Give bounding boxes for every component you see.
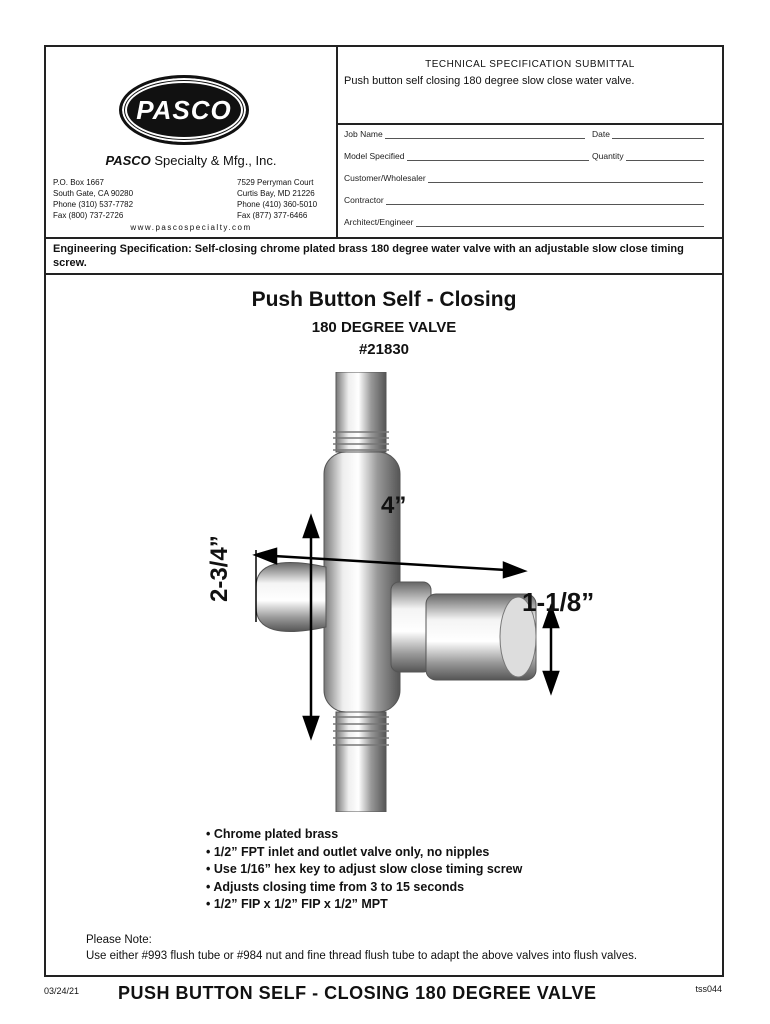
list-item: • 1/2” FIP x 1/2” FIP x 1/2” MPT (206, 897, 388, 911)
product-number: #21830 (358, 341, 410, 358)
architect-field[interactable]: Architect/Engineer (344, 217, 704, 227)
contractor-field[interactable]: Contractor (344, 195, 704, 205)
submittal-block (338, 47, 722, 237)
address-west: P.O. Box 1667 South Gate, CA 90280 Phone (310) 537-7782 Fax (800) 737-2726 (53, 178, 134, 220)
logo-text: PASCO (136, 94, 232, 125)
submittal-description: Push button self closing 180 degree slow close water valve. (344, 75, 635, 87)
customer-field[interactable]: Customer/Wholesaler (344, 173, 703, 183)
header-section (46, 47, 722, 237)
note-text: Use either #993 flush tube or #984 nut and fine thread flush tube to adapt the above valves into flush valves. (86, 950, 638, 962)
note-heading: Please Note: (86, 934, 152, 946)
dimension-button: 1-1/8” (522, 587, 595, 617)
please-note (86, 932, 637, 964)
spec-sheet (44, 45, 724, 977)
product-subtitle: 180 DEGREE VALVE (311, 319, 457, 336)
footer-title: PUSH BUTTON SELF - CLOSING 180 DEGREE VALVE (118, 983, 597, 1003)
date-field[interactable]: Date (592, 129, 704, 139)
submittal-title: TECHNICAL SPECIFICATION SUBMITTAL (425, 59, 635, 70)
footer (44, 980, 724, 1020)
company-name: PASCO Specialty & Mfg., Inc. (105, 153, 277, 168)
engineering-specification: Engineering Specification: Self-closing chrome plated brass 180 degree water valve with an adjustable slow close timing screw. (46, 237, 722, 275)
footer-code: tss044 (695, 984, 722, 994)
pasco-logo (119, 75, 249, 145)
submittal-header (338, 47, 722, 125)
feature-list (206, 826, 522, 914)
product-title: Push Button Self - Closing (251, 288, 517, 311)
footer-date: 03/24/21 (44, 986, 80, 996)
quantity-field[interactable]: Quantity (592, 151, 704, 161)
list-item: • Use 1/16” hex key to adjust slow close timing screw (206, 862, 523, 876)
dimension-height: 2-3/4” (206, 535, 233, 602)
list-item: • Adjusts closing time from 3 to 15 seconds (206, 879, 465, 894)
model-specified-field[interactable]: Model Specified (344, 151, 589, 161)
website: www.pascospecialty.com (130, 223, 252, 232)
address-east: 7529 Perryman Court Curtis Bay, MD 21226 Phone (410) 360-5010 Fax (877) 377-6466 (237, 178, 318, 220)
job-name-field[interactable]: Job Name (344, 129, 585, 139)
company-block (46, 47, 338, 237)
list-item: • 1/2” FPT inlet and outlet valve only, no nipples (206, 844, 490, 859)
list-item: • Chrome plated brass (206, 827, 339, 841)
dimension-width: 4” (381, 492, 407, 519)
